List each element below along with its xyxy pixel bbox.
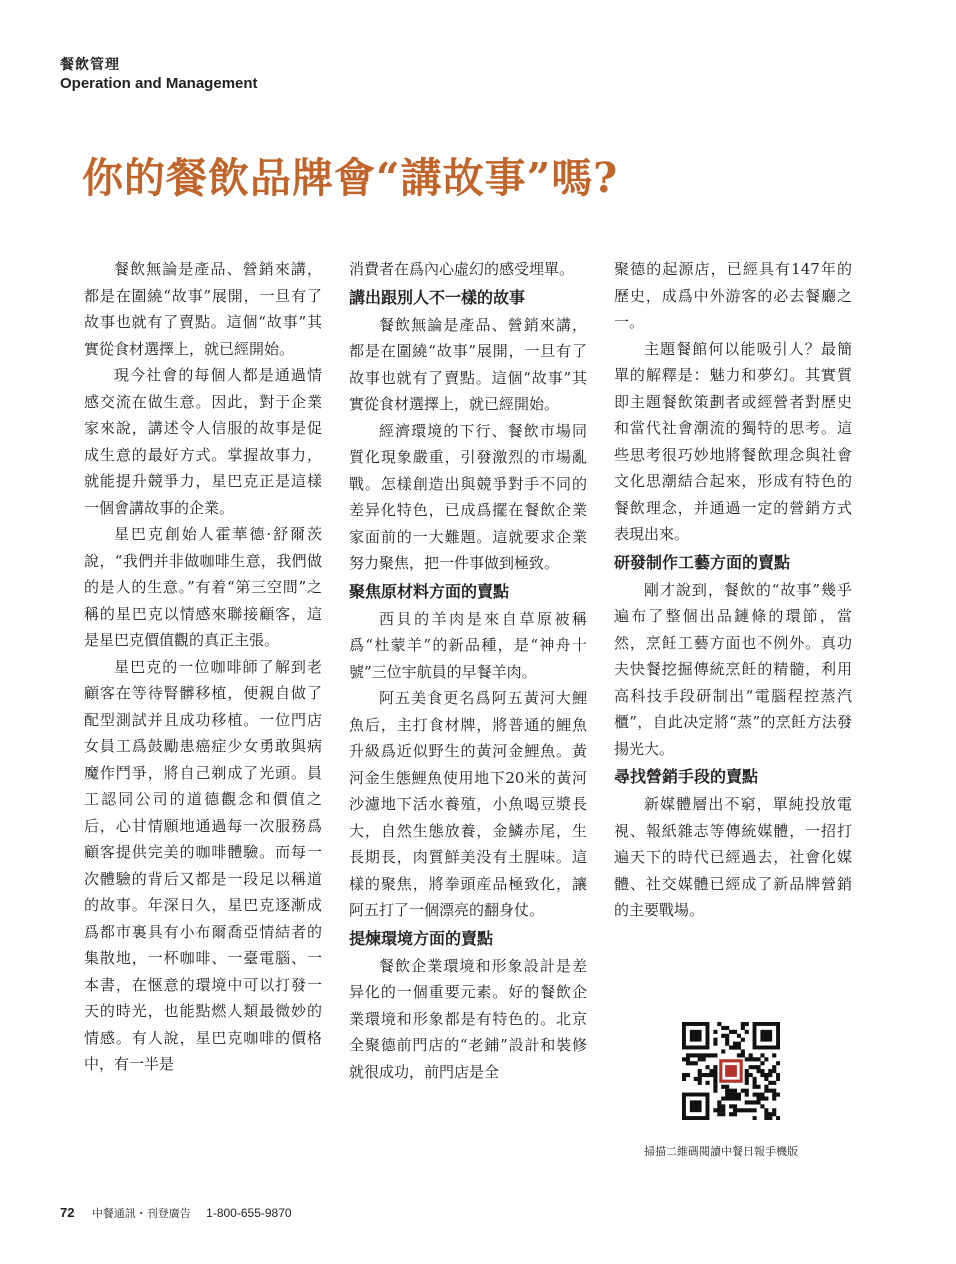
qr-module: [709, 1053, 713, 1057]
subheading: 提煉環境方面的賣點: [349, 928, 494, 948]
article-column-2: [349, 256, 587, 1085]
qr-module: [772, 1112, 776, 1116]
qr-module: [698, 1081, 702, 1085]
paragraph: 阿五美食更名爲阿五黃河大鯉魚后，主打食材牌，將普通的鯉魚升級爲近似野生的黃河金鯉魚。黃河金生態鯉魚使用地下20米的黃河沙濾地下活水養殖，小魚喝豆漿長大，自然生態放養，金鱗赤尾，生長期長，肉質鮮美没有土腥味。這樣的聚焦，將拳頭産品極致化，讓阿五打了一個漂亮的翻身仗。: [349, 689, 587, 919]
qr-module: [772, 1081, 776, 1085]
qr-module: [745, 1069, 749, 1073]
qr-module: [737, 1053, 741, 1057]
qr-module: [745, 1108, 749, 1112]
publication-name: 中餐通訊・刊登廣告: [91, 1207, 191, 1220]
qr-module: [713, 1077, 717, 1081]
qr-module: [741, 1053, 745, 1057]
qr-module: [713, 1030, 717, 1034]
qr-module: [686, 1053, 690, 1057]
qr-module: [737, 1096, 741, 1100]
qr-module: [768, 1089, 772, 1093]
qr-finder-core: [760, 1030, 772, 1042]
qr-module: [706, 1053, 710, 1057]
qr-module: [729, 1089, 733, 1093]
subheading: 聚焦原材料方面的賣點: [349, 581, 510, 601]
qr-module: [729, 1093, 733, 1097]
qr-module: [753, 1057, 757, 1061]
qr-module: [686, 1057, 690, 1061]
qr-module: [721, 1049, 725, 1053]
qr-module: [721, 1108, 725, 1112]
qr-module: [753, 1077, 757, 1081]
qr-module: [764, 1108, 768, 1112]
qr-module: [764, 1112, 768, 1116]
paragraph: 星巴克創始人霍華德·舒爾茨說，“我們并非做咖啡生意，我們做的是人的生意。”有着“第三空間”之稱的星巴克以情感來聯接顧客，這是星巴克價值觀的真正主張。: [84, 525, 322, 649]
qr-module: [702, 1073, 706, 1077]
qr-module: [749, 1100, 753, 1104]
qr-module: [721, 1085, 725, 1089]
qr-module: [756, 1085, 760, 1089]
qr-module: [764, 1073, 768, 1077]
paragraph: 剛才說到，餐飲的“故事”幾乎遍布了整個出品鏈條的環節，當然，烹飪工藝方面也不例外。真功夫快餐挖掘傳統烹飪的精髓，利用高科技手段研制出“電腦程控蒸汽櫃”，自此决定將“蒸”的烹飪方法發揚光大。: [614, 580, 852, 758]
qr-module: [776, 1077, 780, 1081]
qr-module: [706, 1081, 710, 1085]
paragraph: 新媒體層出不窮，單純投放電視、報紙雜志等傳統媒體，一招打遍天下的時代已經過去，社會化媒體、社交媒體已經成了新品牌營銷的主要戰場。: [614, 795, 852, 919]
qr-module: [729, 1104, 733, 1108]
qr-module: [713, 1038, 717, 1042]
qr-module: [741, 1049, 745, 1053]
qr-module: [737, 1046, 741, 1050]
qr-module: [749, 1053, 753, 1057]
qr-module: [733, 1042, 737, 1046]
article-column-3: [614, 256, 852, 924]
qr-module: [760, 1096, 764, 1100]
subheading: 講出跟別人不一樣的故事: [349, 287, 526, 307]
qr-module: [733, 1104, 737, 1108]
qr-module: [690, 1053, 694, 1057]
qr-module: [753, 1093, 757, 1097]
qr-module: [772, 1065, 776, 1069]
qr-module: [733, 1093, 737, 1097]
qr-module: [717, 1104, 721, 1108]
qr-module: [760, 1053, 764, 1057]
qr-module: [737, 1108, 741, 1112]
qr-module: [776, 1073, 780, 1077]
qr-module: [776, 1116, 780, 1120]
qr-module: [709, 1073, 713, 1077]
qr-module: [702, 1057, 706, 1061]
qr-module: [713, 1065, 717, 1069]
qr-module: [745, 1081, 749, 1085]
qr-module: [745, 1100, 749, 1104]
qr-module: [713, 1108, 717, 1112]
phone-number: 1-800-655-9870: [206, 1206, 292, 1220]
qr-module: [729, 1112, 733, 1116]
qr-module: [753, 1065, 757, 1069]
paragraph: 餐飲企業環境和形象設計是差异化的一個重要元素。好的餐飲企業環境和形象都是有特色的。北京全聚德前門店的“老鋪”設計和裝修就很成功，前門店是全: [349, 956, 587, 1081]
qr-module: [729, 1030, 733, 1034]
qr-module: [682, 1057, 686, 1061]
qr-module: [713, 1069, 717, 1073]
qr-module: [713, 1089, 717, 1093]
qr-module: [749, 1073, 753, 1077]
qr-module: [745, 1089, 749, 1093]
qr-module: [760, 1104, 764, 1108]
qr-module: [733, 1089, 737, 1093]
subheading: 研發制作工藝方面的賣點: [614, 552, 791, 572]
qr-module: [741, 1022, 745, 1026]
qr-module: [741, 1108, 745, 1112]
paragraph: 經濟環境的下行、餐飲市場同質化現象嚴重，引發激烈的市場亂戰。怎樣創造出與競爭對手不同的差异化特色，已成爲擺在餐飲企業家面前的一大難題。這就要求企業努力聚焦，把一件事做到極致。: [349, 421, 587, 572]
qr-module: [690, 1061, 694, 1065]
qr-module: [760, 1093, 764, 1097]
qr-module: [725, 1034, 729, 1038]
qr-module: [745, 1093, 749, 1097]
qr-module: [706, 1065, 710, 1069]
qr-module: [686, 1061, 690, 1065]
qr-module: [756, 1069, 760, 1073]
qr-module: [760, 1073, 764, 1077]
qr-module: [698, 1053, 702, 1057]
qr-module: [721, 1104, 725, 1108]
qr-module: [772, 1053, 776, 1057]
qr-module: [729, 1096, 733, 1100]
qr-module: [756, 1065, 760, 1069]
qr-module: [768, 1073, 772, 1077]
paragraph: 現今社會的每個人都是通過情感交流在做生意。因此，對于企業家來說，講述令人信服的故事是促成生意的最好方式。掌握故事力，就能提升競爭力，星巴克正是這樣一個會講故事的企業。: [84, 366, 322, 517]
qr-module: [749, 1065, 753, 1069]
qr-module: [733, 1046, 737, 1050]
qr-module: [772, 1096, 776, 1100]
qr-module: [702, 1053, 706, 1057]
qr-module: [706, 1073, 710, 1077]
qr-module: [756, 1093, 760, 1097]
qr-module: [768, 1116, 772, 1120]
qr-module: [698, 1073, 702, 1077]
qr-module: [749, 1108, 753, 1112]
qr-module: [768, 1069, 772, 1073]
qr-module: [733, 1030, 737, 1034]
qr-module: [682, 1073, 686, 1077]
qr-module: [753, 1100, 757, 1104]
section-label-zh: 餐飲管理: [60, 57, 120, 73]
qr-module: [741, 1026, 745, 1030]
qr-module: [733, 1096, 737, 1100]
qr-module: [713, 1053, 717, 1057]
qr-module: [725, 1096, 729, 1100]
qr-module: [772, 1069, 776, 1073]
qr-module: [772, 1093, 776, 1097]
article-title: 你的餐飲品牌會“講故事”嗎?: [82, 154, 619, 202]
qr-module: [694, 1053, 698, 1057]
qr-module: [756, 1057, 760, 1061]
qr-module: [760, 1069, 764, 1073]
paragraph: 星巴克的一位咖啡師了解到老顧客在等待腎髒移植，便親自做了配型測試并且成功移植。一位門店女員工爲鼓勵患癌症少女勇敢與病魔作鬥爭，將自己剃成了光頭。員工認同公司的道德觀念和價值之后，心甘情願地通過每一次服務爲顧客提供完美的咖啡體驗。而每一次體驗的背后又都是一段足以稱道的故事。年深日久，星巴克逐漸成爲都市裏具有小布爾喬亞情結者的集散地，一杯咖啡、一臺電腦、一本書，在愜意的環境中可以打發一天的時光，也能點燃人類最微妙的情感。有人說，星巴克咖啡的價格中，有一半是: [84, 657, 322, 1073]
qr-module: [698, 1069, 702, 1073]
paragraph: 餐飲無論是產品、營銷來講，都是在圍繞“故事”展開，一旦有了故事也就有了賣點。這個“故事”其實從食材選擇上，就已經開始。: [84, 260, 322, 358]
qr-module: [776, 1093, 780, 1097]
qr-module: [713, 1081, 717, 1085]
qr-module: [694, 1061, 698, 1065]
article-column-1: [84, 256, 322, 1078]
qr-module: [725, 1038, 729, 1042]
qr-module: [749, 1057, 753, 1061]
qr-module: [698, 1057, 702, 1061]
paragraph: 西貝的羊肉是來自草原被稱爲“杜蒙羊”的新品種，是“神舟十號”三位宇航員的早餐羊肉。: [349, 609, 587, 681]
paragraph: 消費者在爲內心虛幻的感受埋單。: [349, 260, 575, 278]
qr-module: [760, 1061, 764, 1065]
paragraph: 主題餐館何以能吸引人？最簡單的解釋是：魅力和夢幻。其實質即主題餐飲策劃者或經營者對歷史和當代社會潮流的獨特的思考。這些思考很巧妙地將餐飲理念與社會文化思潮結合起來，形成有特色的餐飲理念，并通過一定的營銷方式表現出來。: [614, 339, 852, 543]
qr-module: [753, 1081, 757, 1085]
qr-module: [725, 1089, 729, 1093]
qr-module: [764, 1096, 768, 1100]
paragraph: 餐飲無論是產品、營銷來講，都是在圍繞“故事”展開，一旦有了故事也就有了賣點。這個“故事”其實從食材選擇上，就已經開始。: [349, 315, 587, 413]
qr-module: [745, 1030, 749, 1034]
page-footer: [60, 1205, 292, 1221]
qr-module: [709, 1069, 713, 1073]
qr-module: [725, 1042, 729, 1046]
qr-module: [753, 1116, 757, 1120]
paragraph: 聚德的起源店，已經具有147年的歷史，成爲中外游客的必去餐廳之一。: [614, 260, 852, 331]
qr-module: [753, 1085, 757, 1089]
qr-finder-core: [690, 1030, 702, 1042]
qr-module: [764, 1077, 768, 1081]
qr-module: [756, 1096, 760, 1100]
qr-module: [733, 1112, 737, 1116]
qr-module: [682, 1077, 686, 1081]
qr-module: [753, 1108, 757, 1112]
qr-module: [717, 1108, 721, 1112]
qr-module: [737, 1034, 741, 1038]
qr-module: [745, 1022, 749, 1026]
qr-module: [764, 1089, 768, 1093]
qr-module: [721, 1026, 725, 1030]
qr-module: [725, 1085, 729, 1089]
qr-module: [737, 1093, 741, 1097]
subheading: 尋找營銷手段的賣點: [614, 767, 759, 786]
page-number: 72: [60, 1205, 75, 1220]
qr-module: [745, 1073, 749, 1077]
qr-module: [713, 1042, 717, 1046]
qr-module: [737, 1042, 741, 1046]
qr-module: [717, 1022, 721, 1026]
qr-module: [694, 1077, 698, 1081]
section-label-en: Operation and Management: [60, 75, 258, 92]
qr-module: [741, 1038, 745, 1042]
qr-module: [729, 1046, 733, 1050]
qr-module: [717, 1100, 721, 1104]
qr-module: [764, 1085, 768, 1089]
qr-module: [764, 1057, 768, 1061]
qr-module: [725, 1093, 729, 1097]
qr-module: [721, 1096, 725, 1100]
qr-logo-stamp-core: [725, 1065, 737, 1077]
qr-module: [764, 1116, 768, 1120]
qr-module: [698, 1077, 702, 1081]
qr-module: [772, 1108, 776, 1112]
qr-module: [686, 1073, 690, 1077]
qr-module: [756, 1100, 760, 1104]
qr-module: [768, 1112, 772, 1116]
qr-module: [725, 1026, 729, 1030]
qr-finder-core: [690, 1100, 702, 1112]
qr-module: [741, 1089, 745, 1093]
qr-module: [717, 1112, 721, 1116]
qr-module: [721, 1034, 725, 1038]
qr-module: [745, 1057, 749, 1061]
qr-module: [776, 1061, 780, 1065]
qr-module: [745, 1077, 749, 1081]
qr-module: [713, 1073, 717, 1077]
qr-caption: 掃描二維碼閱讀中餐日報手機版: [644, 1145, 798, 1158]
qr-module: [713, 1085, 717, 1089]
qr-module: [768, 1081, 772, 1085]
qr-module: [772, 1089, 776, 1093]
qr-module: [721, 1112, 725, 1116]
qr-code-icon: [682, 1022, 780, 1120]
qr-module: [733, 1108, 737, 1112]
